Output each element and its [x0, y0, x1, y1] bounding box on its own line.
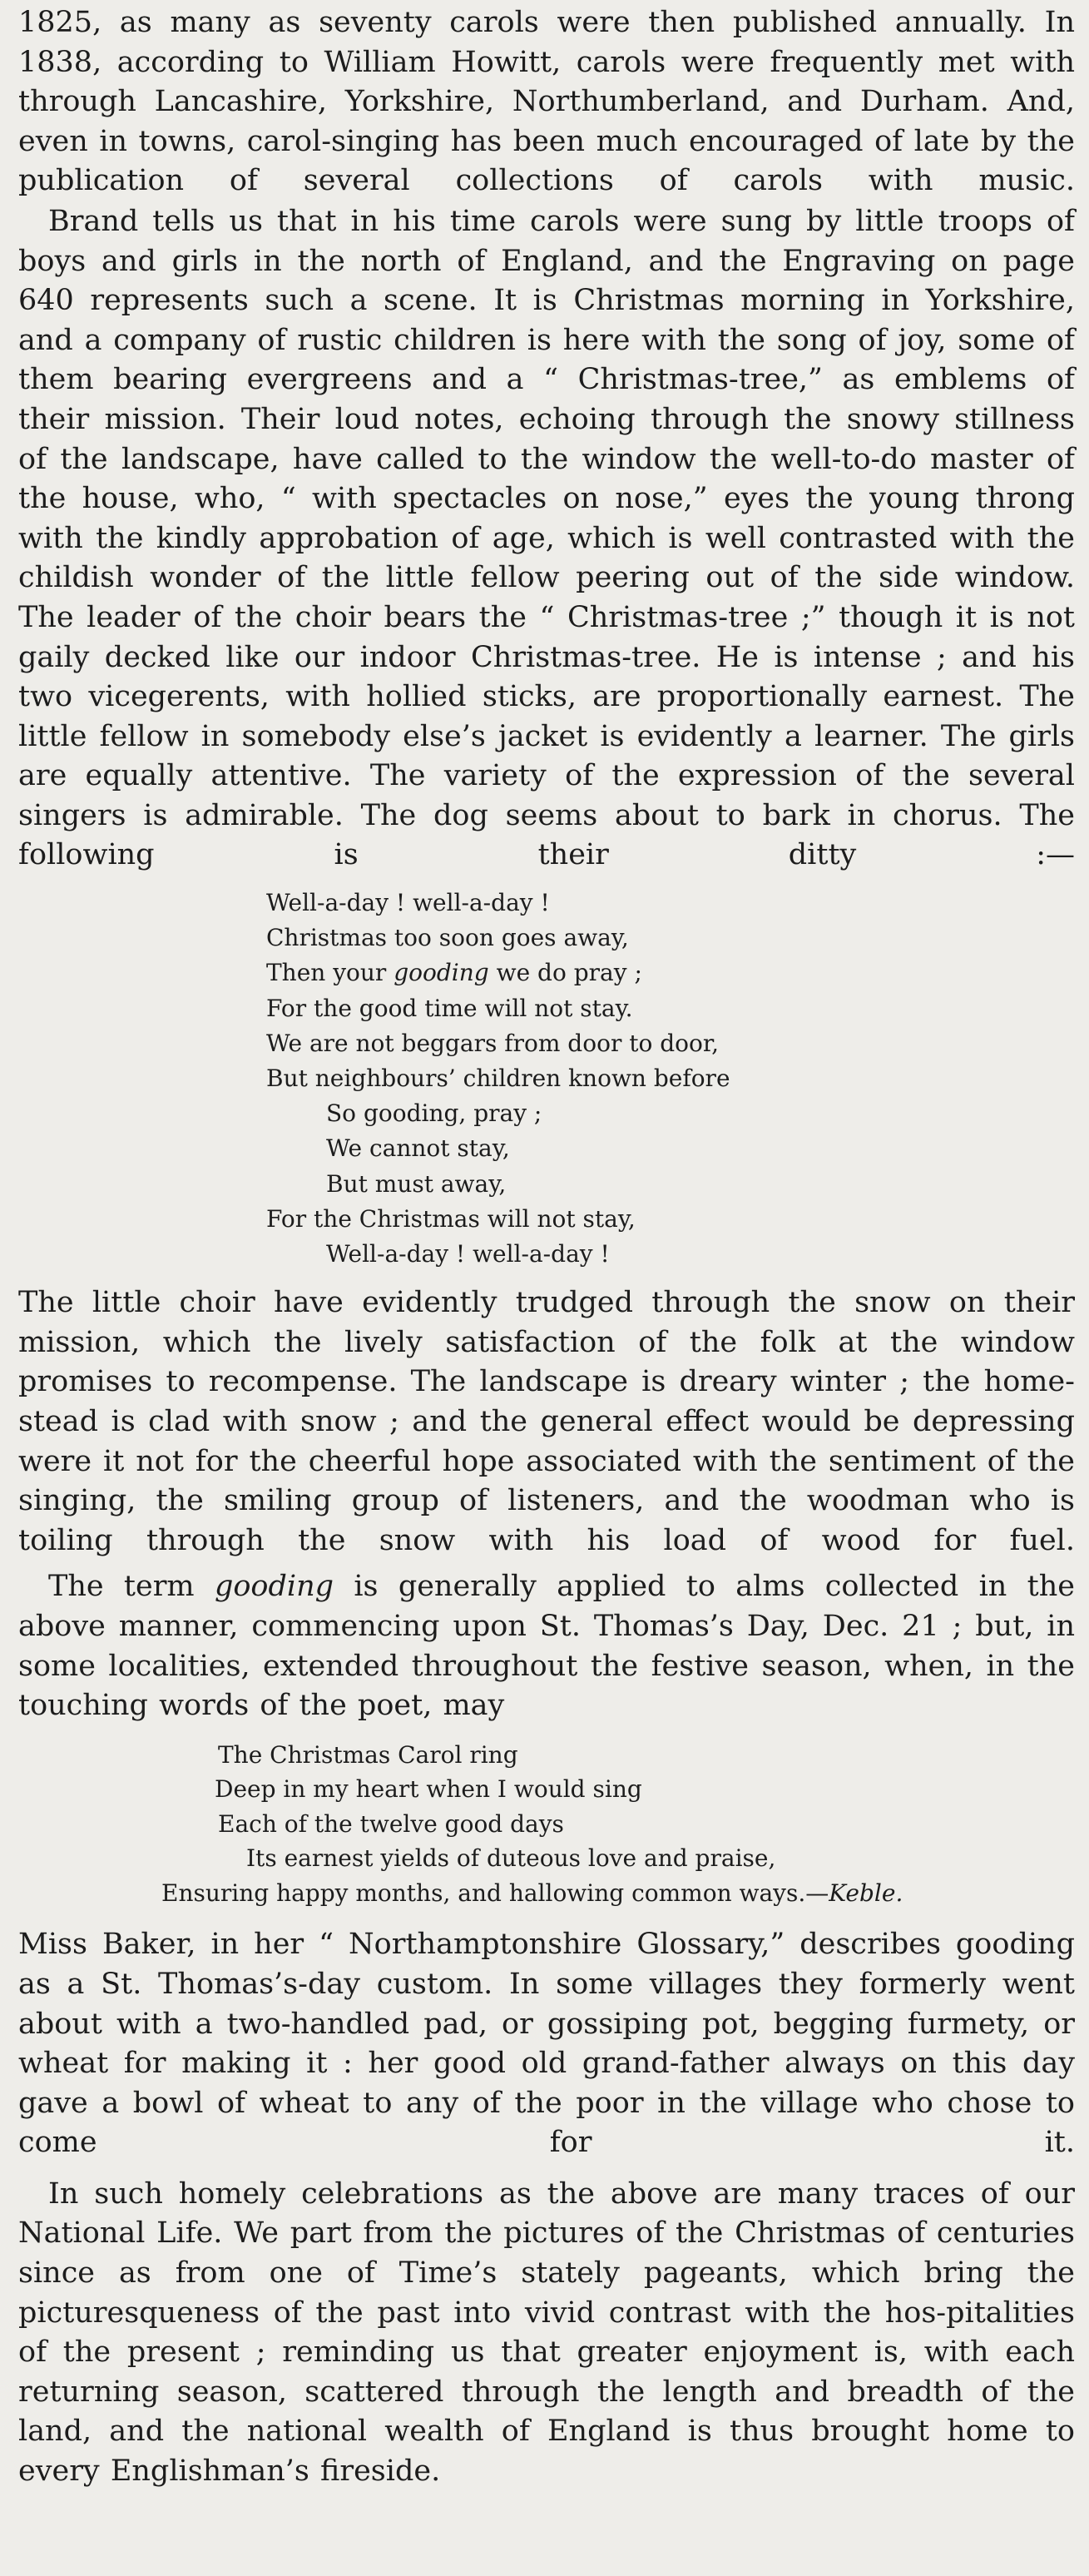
- verse-line: So gooding, pray ;: [326, 1099, 542, 1128]
- verse-line: Christmas too soon goes away,: [266, 924, 629, 952]
- paragraph-2: Brand tells us that in his time carols were sung by little troops of boys and girls in the north of England, and the Engraving on page 640 represents such a scene. It is Christmas morning in Yorkshire, and a company of rustic children is here with the song of joy, some of them bearing evergreens and a “ Christmas-tree,” as emblems of their mission. Their loud notes, echoing through the snowy stillness of the landscape, have called to the window the well-to-do master of the house, who, “ with spectacles on nose,” eyes the young throng with the kindly approbation of age, which is well contrasted with the childish wonder of the little fellow peering out of the side window. The leader of the choir bears the “ Christmas-tree ;” though it is not gaily decked like our indoor Christmas-tree. He is intense ; and his two vicegerents, with hollied sticks, are proportionally earnest. The little fellow in somebody else’s jacket is evidently a learner. The girls are equally attentive. The variety of the expression of the several singers is admirable. The dog seems about to bark in chorus. The following is their ditty :—: [18, 204, 1075, 872]
- verse-line: Its earnest yields of duteous love and praise,: [246, 1844, 776, 1873]
- verse-line: For the Christmas will not stay,: [266, 1204, 636, 1233]
- verse-line: Deep in my heart when I would sing: [215, 1775, 642, 1804]
- verse-ditty: [266, 886, 1075, 1272]
- paragraph-3: The little choir have evidently trudged through the snow on their mission, which the lively satisfaction of the folk at the window promises to recompense. The landscape is dreary winter ; the home-stead is clad with snow ; and the general effect would be depressing were it not for the cheerful hope associated with the sentiment of the singing, the smiling group of listeners, and the woodman who is toiling through the snow with his load of wood for fuel.: [18, 1286, 1075, 1557]
- paragraph-6: In such homely celebrations as the above are many traces of our National Life. We part from the pictures of the Christmas of centuries since as from one of Time’s stately pageants, which bring the picturesqueness of the past into vivid contrast with the hos-pitalities of the present ; reminding us that greater enjoyment is, with each returning season, scattered through the length and breadth of the land, and the national wealth of England is thus brought home to every Englishman’s fireside.: [18, 2176, 1075, 2489]
- verse-attribution: Keble.: [829, 1879, 903, 1907]
- paragraph-text: is generally applied to alms collected in the above manner, commencing upon St. Thomas’s Day, Dec. 21 ; but, in some localities, extended throughout the festive season, when, in the touching words of the poet, may: [18, 1570, 1075, 1723]
- verse-text: Ensuring happy months, and hallowing common ways.—: [161, 1879, 829, 1907]
- verse-emphasis: gooding: [394, 959, 489, 987]
- paragraph-5: Miss Baker, in her “ Northamptonshire Glossary,” describes gooding as a St. Thomas’s-day custom. In some villages they formerly went about with a two-handled pad, or gossiping pot, begging furmety, or wheat for making it : her good old grand-father always on this day gave a bowl of wheat to any of the poor in the village who chose to come for it.: [18, 1928, 1075, 2160]
- verse-line: Well-a-day ! well-a-day !: [326, 1240, 610, 1268]
- paragraph-text: The term: [48, 1570, 215, 1604]
- verse-keble: [18, 1738, 1075, 1911]
- paragraph-4: [18, 1567, 1075, 1725]
- verse-line: But must away,: [326, 1169, 507, 1198]
- verse-line: [266, 955, 1075, 990]
- verse-line: [18, 1876, 1075, 1911]
- verse-text: we do pray ;: [488, 959, 642, 987]
- verse-text: Then your: [266, 959, 394, 987]
- paragraph-emphasis: gooding: [214, 1570, 334, 1604]
- verse-line: We are not beggars from door to door,: [266, 1029, 720, 1057]
- verse-line: Each of the twelve good days: [218, 1809, 564, 1838]
- verse-line: But neighbours’ children known before: [266, 1065, 730, 1093]
- text-column: [18, 3, 1075, 2492]
- verse-line: Well-a-day ! well-a-day !: [266, 889, 550, 917]
- paragraph-1: 1825, as many as seventy carols were then published annually. In 1838, according to William Howitt, carols were frequently met with through Lancashire, Yorkshire, Northumberland, and Durham. And, even in towns, carol-singing has been much encouraged of late by the publication of several collections of carols with music.: [18, 6, 1075, 198]
- verse-line: For the good time will not stay.: [266, 994, 633, 1022]
- verse-line: The Christmas Carol ring: [218, 1740, 518, 1769]
- verse-line: We cannot stay,: [326, 1134, 510, 1163]
